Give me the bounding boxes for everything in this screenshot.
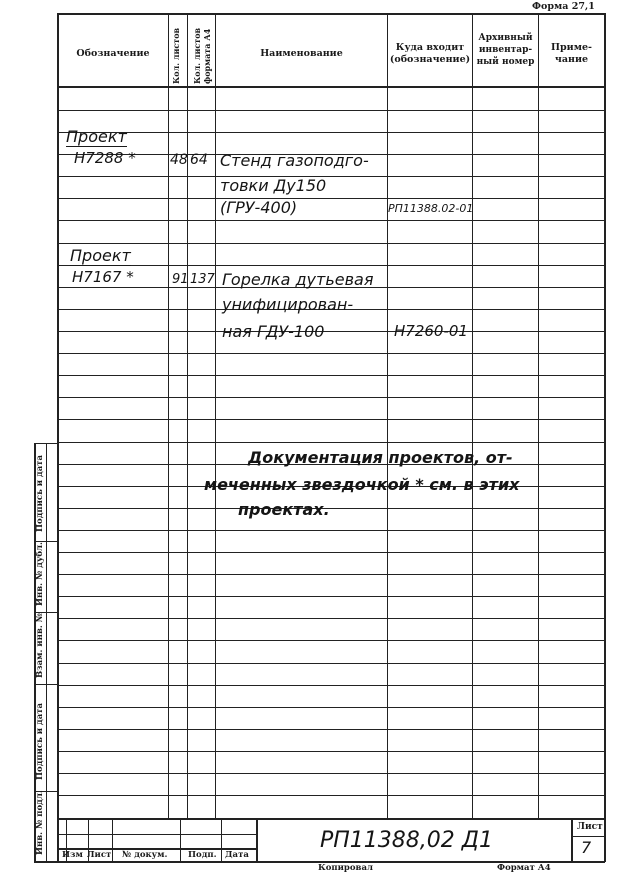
row-line bbox=[57, 419, 605, 420]
row-line bbox=[57, 220, 605, 221]
entry1-name-line1: Стенд газоподго- bbox=[220, 151, 369, 170]
row-line bbox=[57, 375, 605, 376]
row-line bbox=[57, 685, 605, 686]
title-block-mid bbox=[57, 834, 257, 835]
row-line bbox=[57, 574, 605, 575]
row-line bbox=[57, 198, 605, 199]
tb-doc-no: № докум. bbox=[122, 850, 168, 860]
strip-sep-3 bbox=[34, 684, 57, 685]
header-name: Наименование bbox=[260, 48, 343, 59]
tb-sheet-rule bbox=[571, 836, 605, 837]
row-line bbox=[57, 132, 605, 133]
remark-line3: проектах. bbox=[238, 500, 330, 519]
tb-col-3 bbox=[112, 818, 113, 862]
entry2-designation-line1: Проект bbox=[70, 246, 131, 265]
row-line bbox=[57, 773, 605, 774]
strip-top bbox=[34, 443, 57, 444]
row-line bbox=[57, 265, 605, 266]
entry1-a4: 64 bbox=[190, 152, 208, 168]
header-archive-line1: Архивный bbox=[478, 33, 533, 43]
row-line bbox=[57, 508, 605, 509]
strip-orig-inv: Инв. № подл. bbox=[35, 790, 45, 855]
col-sep-5 bbox=[472, 13, 473, 818]
entry1-name-line3: (ГРУ-400) bbox=[220, 198, 298, 217]
strip-dup-inv: Инв. № дубл. bbox=[35, 541, 45, 606]
col-sep-1 bbox=[168, 13, 169, 818]
entry1-name-line2: товки Ду150 bbox=[220, 176, 327, 195]
header-archive-line3: ный номер bbox=[476, 57, 535, 67]
remark-line2: меченных звездочкой * см. в этих bbox=[204, 475, 520, 494]
entry2-a4: 137 bbox=[190, 272, 215, 287]
frame-top bbox=[57, 13, 605, 15]
footer-copied: Копировал bbox=[318, 863, 373, 873]
row-line bbox=[57, 530, 605, 531]
header-a4-count: Кол. листов формата А4 bbox=[192, 27, 212, 84]
header-where-used-line2: (обозначение) bbox=[389, 54, 471, 65]
frame-right bbox=[604, 13, 606, 862]
entry1-sheets: 48 bbox=[170, 152, 188, 168]
tb-change: Изм bbox=[62, 850, 83, 860]
row-line bbox=[57, 353, 605, 354]
row-line bbox=[57, 110, 605, 111]
col-sep-3 bbox=[215, 13, 216, 818]
tb-sheet-label: Лист bbox=[577, 822, 603, 832]
col-sep-2 bbox=[187, 13, 188, 818]
row-line bbox=[57, 751, 605, 752]
entry2-where-used: Н7260-01 bbox=[394, 322, 468, 340]
header-archive bbox=[473, 32, 538, 68]
title-block-top bbox=[57, 818, 605, 820]
tb-sign: Подп. bbox=[188, 850, 217, 860]
entry2-sheets: 91 bbox=[172, 272, 189, 287]
form-label: Форма 27,1 bbox=[532, 1, 595, 12]
entry2-name-line1: Горелка дутьевая bbox=[222, 270, 374, 289]
header-note-line1: Приме- bbox=[551, 42, 592, 53]
header-where-used bbox=[388, 42, 472, 66]
tb-sheet-no: 7 bbox=[581, 838, 592, 857]
strip-sign-date-1: Подпись и дата bbox=[35, 454, 45, 532]
entry2-name-line2: унифицирован- bbox=[222, 295, 354, 314]
row-line bbox=[57, 795, 605, 796]
tb-col-6 bbox=[256, 818, 258, 862]
row-line bbox=[57, 331, 605, 332]
col-sep-4 bbox=[387, 13, 388, 818]
row-line bbox=[57, 176, 605, 177]
strip-mid bbox=[46, 443, 47, 862]
entry1-designation-line2: Н7288 * bbox=[74, 149, 136, 167]
strip-sign-date-2: Подпись и дата bbox=[35, 702, 45, 780]
row-line bbox=[57, 707, 605, 708]
row-line bbox=[57, 618, 605, 619]
strip-repl-inv: Взам. инв. № bbox=[35, 612, 45, 678]
tb-col-5 bbox=[221, 818, 222, 862]
row-line bbox=[57, 243, 605, 244]
row-line bbox=[57, 596, 605, 597]
row-line bbox=[57, 397, 605, 398]
header-archive-line2: инвентар- bbox=[478, 45, 533, 55]
row-line bbox=[57, 552, 605, 553]
tb-sheet: Лист bbox=[87, 850, 112, 860]
tb-date: Дата bbox=[225, 850, 249, 860]
col-sep-6 bbox=[538, 13, 539, 818]
header-sheets-count: Кол. листов bbox=[171, 27, 181, 84]
header-where-used-line1: Куда входит bbox=[395, 42, 465, 53]
entry2-designation-line2: Н7167 * bbox=[72, 268, 134, 286]
header-note bbox=[539, 42, 604, 66]
entry1-designation-line1: Проект bbox=[66, 127, 127, 146]
frame-left bbox=[57, 13, 59, 862]
header-designation: Обозначение bbox=[76, 48, 150, 59]
tb-col-7 bbox=[571, 818, 573, 862]
tb-col-4 bbox=[180, 818, 181, 862]
entry2-name-line3: ная ГДУ-100 bbox=[222, 322, 325, 341]
tb-designation: РП11388,02 Д1 bbox=[320, 828, 493, 853]
header-note-line2: чание bbox=[554, 54, 589, 65]
row-line bbox=[57, 442, 605, 443]
footer-format: Формат А4 bbox=[497, 863, 551, 873]
row-line bbox=[57, 640, 605, 641]
row-line bbox=[57, 663, 605, 664]
remark-line1: Документация проектов, от- bbox=[248, 448, 513, 467]
header-rule bbox=[57, 86, 605, 88]
entry1-where-used: РП11388.02-01 bbox=[388, 202, 474, 215]
row-line bbox=[57, 729, 605, 730]
